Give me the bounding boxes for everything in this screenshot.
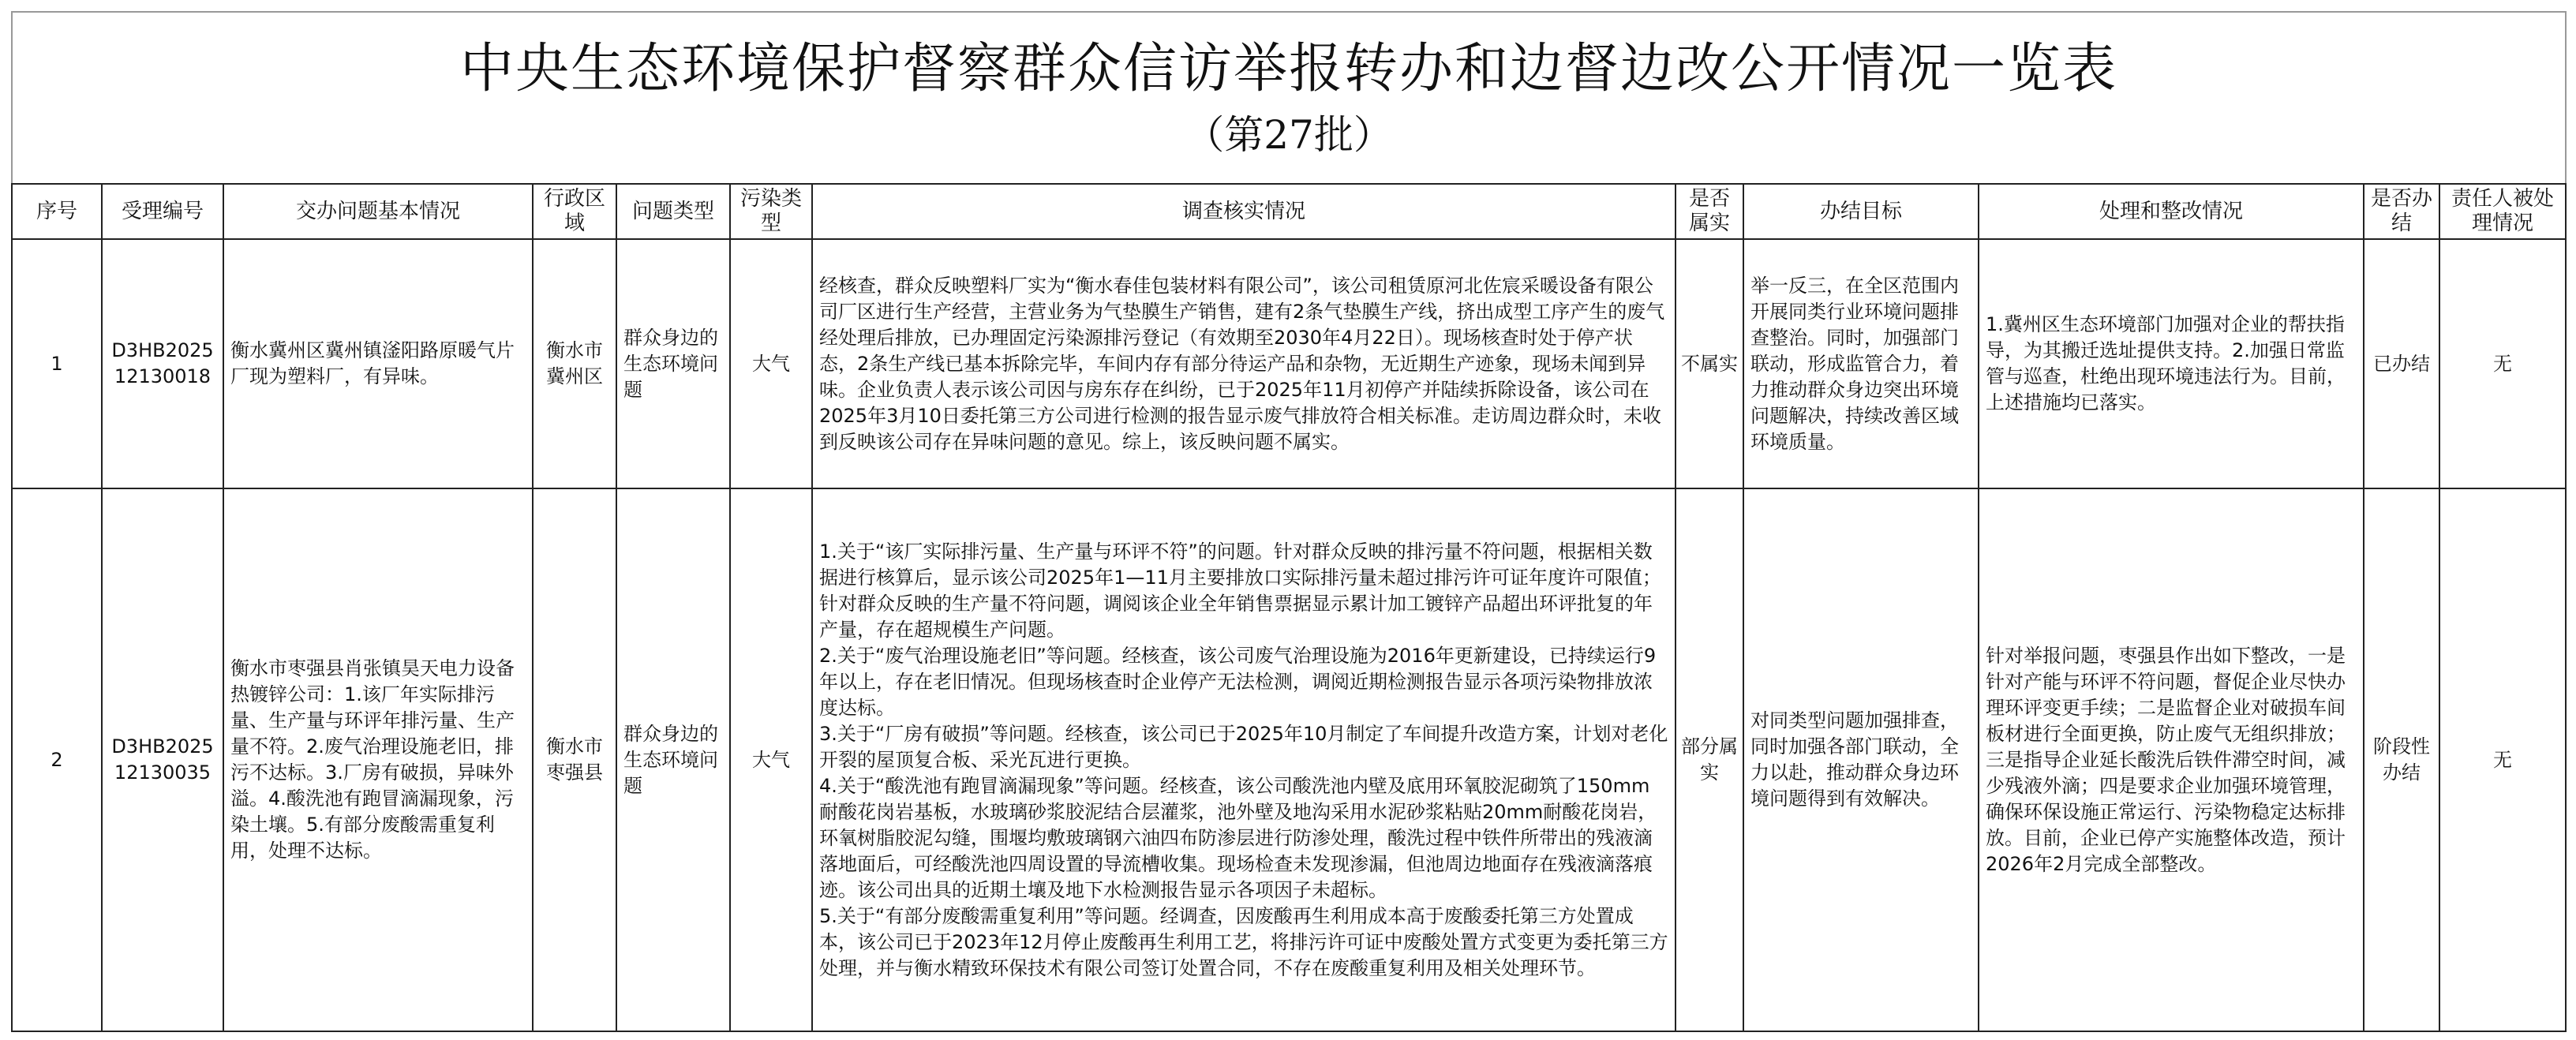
batch-subtitle: （第27批） [1185, 112, 1393, 158]
title-cell [12, 12, 2566, 184]
cell-investigation [812, 239, 1676, 488]
table-row [12, 488, 2566, 1031]
investigation-paragraph: 5.关于“有部分废酸需重复利用”等问题。经调查，因废酸再生利用成本高于废酸委托第三方处置成本，该公司已于2023年12月停止废酸再生利用工艺，将排污许可证中废酸处置方式变更为委托第三方处理，并与衡水精致环保技术有限公司签订处置合同，不存在废酸重复利用及相关处理环节。 [819, 904, 1668, 979]
table-row [12, 239, 2566, 488]
header-handling: 处理和整改情况 [1979, 184, 2364, 239]
page-title: 中央生态环境保护督察群众信访举报转办和边督边改公开情况一览表 [460, 38, 2118, 100]
header-pollution: 污染类型 [730, 184, 812, 239]
header-region: 行政区域 [533, 184, 616, 239]
cell-index: 1 [12, 239, 102, 488]
cell-issue: 衡水市枣强县肖张镇昊天电力设备热镀锌公司：1.该厂年实际排污量、生产量与环评年排污量、生产量不符。2.废气治理设施老旧，排污不达标。3.厂房有破损，异味外溢。4.酸洗池有跑冒滴漏现象，污染土壤。5.有部分废酸需重复利用，处理不达标。 [223, 488, 533, 1031]
cell-responsible: 无 [2439, 239, 2566, 488]
header-investigation: 调查核实情况 [812, 184, 1676, 239]
investigation-paragraph: 3.关于“厂房有破损”等问题。经核查，该公司已于2025年10月制定了车间提升改造方案，计划对老化开裂的屋顶复合板、采光瓦进行更换。 [819, 722, 1668, 771]
cell-pollution: 大气 [730, 488, 812, 1031]
cell-responsible: 无 [2439, 488, 2566, 1031]
cell-closed: 阶段性办结 [2364, 488, 2439, 1031]
investigation-paragraph: 4.关于“酸洗池有跑冒滴漏现象”等问题。经核查，该公司酸洗池内壁及底用环氧胶泥砌筑了150mm耐酸花岗岩基板，水玻璃砂浆胶泥结合层灌浆，池外壁及地沟采用水泥砂浆粘贴20mm耐酸花岗岩，环氧树脂胶泥勾缝，围堰均敷玻璃钢六油四布防渗层进行防渗处理，酸洗过程中铁件所带出的残液滴落地面后，可经酸洗池四周设置的导流槽收集。现场检查未发现渗漏，但池周边地面存在残液滴落痕迹。该公司出具的近期土壤及地下水检测报告显示各项因子未超标。 [819, 774, 1657, 901]
cell-code: D3HB202512130035 [102, 488, 223, 1031]
cell-goal: 对同类型问题加强排查，同时加强各部门联动，全力以赴，推动群众身边环境问题得到有效解决。 [1743, 488, 1979, 1031]
cell-investigation [812, 488, 1676, 1031]
cell-type: 群众身边的生态环境问题 [616, 488, 730, 1031]
cell-type: 群众身边的生态环境问题 [616, 239, 730, 488]
header-issue: 交办问题基本情况 [223, 184, 533, 239]
header-index: 序号 [12, 184, 102, 239]
header-true-flag: 是否属实 [1676, 184, 1743, 239]
cell-region: 衡水市枣强县 [533, 488, 616, 1031]
cell-handling: 针对举报问题，枣强县作出如下整改，一是针对产能与环评不符问题，督促企业尽快办理环评变更手续；二是监督企业对破损车间板材进行全面更换，防止废气无组织排放；三是指导企业延长酸洗后铁件滞空时间，减少残液外滴；四是要求企业加强环境管理，确保环保设施正常运行、污染物稳定达标排放。目前，企业已停产实施整体改造，预计2026年2月完成全部整改。 [1979, 488, 2364, 1031]
investigation-paragraph: 1.关于“该厂实际排污量、生产量与环评不符”的问题。针对群众反映的排污量不符问题，根据相关数据进行核算后，显示该公司2025年1—11月主要排放口实际排污量未超过排污许可证年度许可限值；针对群众反映的生产量不符问题，调阅该企业全年销售票据显示累计加工镀锌产品超出环评批复的年产量，存在超规模生产问题。 [819, 540, 1661, 641]
cell-region: 衡水市冀州区 [533, 239, 616, 488]
header-closed: 是否办结 [2364, 184, 2439, 239]
header-type: 问题类型 [616, 184, 730, 239]
header-goal: 办结目标 [1743, 184, 1979, 239]
cell-handling: 1.冀州区生态环境部门加强对企业的帮扶指导，为其搬迁选址提供支持。2.加强日常监管与巡查，杜绝出现环境违法行为。目前，上述措施均已落实。 [1979, 239, 2364, 488]
cell-true-flag: 部分属实 [1676, 488, 1743, 1031]
investigation-paragraph: 经核查，群众反映塑料厂实为“衡水春佳包装材料有限公司”，该公司租赁原河北佐宸采暖设备有限公司厂区进行生产经营，主营业务为气垫膜生产销售，建有2条气垫膜生产线，挤出成型工序产生的废气经处理后排放，已办理固定污染源排污登记（有效期至2030年4月22日）。现场核查时处于停产状态，2条生产线已基本拆除完毕，车间内存有部分待运产品和杂物，无近期生产迹象，现场未闻到异味。企业负责人表示该公司因与房东存在纠纷，已于2025年11月初停产并陆续拆除设备，该公司在2025年3月10日委托第三方公司进行检测的报告显示废气排放符合相关标准。走访周边群众时，未收到反映该公司存在异味问题的意见。综上，该反映问题不属实。 [819, 274, 1665, 453]
cell-pollution: 大气 [730, 239, 812, 488]
cell-true-flag: 不属实 [1676, 239, 1743, 488]
cell-closed: 已办结 [2364, 239, 2439, 488]
header-code: 受理编号 [102, 184, 223, 239]
header-responsible: 责任人被处理情况 [2439, 184, 2566, 239]
disclosure-table-sheet [11, 11, 2565, 1031]
cell-goal: 举一反三，在全区范围内开展同类行业环境问题排查整治。同时，加强部门联动，形成监管合力，着力推动群众身边突出环境问题解决，持续改善区域环境质量。 [1743, 239, 1979, 488]
cell-issue: 衡水冀州区冀州镇滏阳路原暖气片厂现为塑料厂，有异味。 [223, 239, 533, 488]
header-row [12, 184, 2566, 239]
cell-index: 2 [12, 488, 102, 1031]
investigation-paragraph: 2.关于“废气治理设施老旧”等问题。经核查，该公司废气治理设施为2016年更新建设，已持续运行9年以上，存在老旧情况。但现场核查时企业停产无法检测，调阅近期检测报告显示各项污染物排放浓度达标。 [819, 644, 1657, 719]
cell-code: D3HB202512130018 [102, 239, 223, 488]
disclosure-table [11, 11, 2567, 1032]
